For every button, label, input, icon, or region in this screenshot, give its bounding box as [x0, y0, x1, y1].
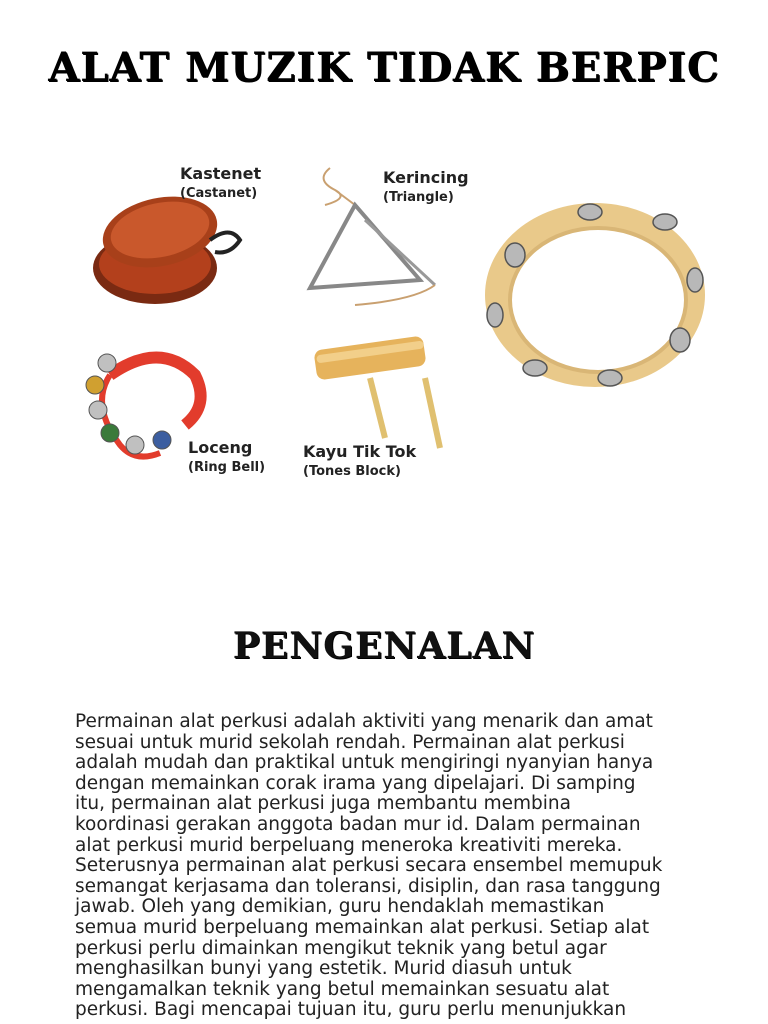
tone-block-name: Kayu Tik Tok: [303, 442, 417, 461]
ring-bell-alias: (Ring Bell): [188, 460, 266, 475]
triangle-name: Kerincing: [383, 168, 469, 187]
tone-block-alias: (Tones Block): [303, 464, 401, 479]
tone-block-image: [305, 328, 465, 458]
tambourine-image: [480, 200, 730, 410]
ring-bell-name: Loceng: [188, 438, 253, 457]
triangle-alias: (Triangle): [383, 190, 454, 205]
instrument-figure: [70, 150, 730, 490]
page-title: ALAT MUZIK TIDAK BERPIC: [48, 44, 720, 91]
section-heading: PENGENALAN: [232, 625, 536, 667]
castanet-alias: (Castanet): [180, 186, 258, 201]
intro-paragraph: Permainan alat perkusi adalah aktiviti yang menarik dan amat sesuai untuk murid sekolah rendah. Permainan alat perkusi adalah mudah dan praktikal untuk mengiringi nyanyian hanya dengan memainkan corak irama yang dipelajari. Di samping itu, permainan alat perkusi juga membantu membina koordinasi gerakan anggota badan mur id. Dalam permainan alat perkusi murid berpeluang meneroka kreativiti mereka. Seterusnya permainan alat perkusi secara ensembel memupuk semangat kerjasama dan toleransi, disiplin, dan rasa tanggung jawab. Oleh yang demikian, guru hendaklah memastikan semua murid berpeluang memainkan alat perkusi. Setiap alat perkusi perlu dimainkan mengikut teknik yang betul agar menghasilkan bunyi yang estetik. Murid diasuh untuk mengamalkan teknik yang betul memainkan sesuatu alat perkusi. Bagi mencapai tujuan itu, guru perlu menunjukkan: [75, 711, 663, 1021]
castanet-name: Kastenet: [180, 164, 262, 183]
